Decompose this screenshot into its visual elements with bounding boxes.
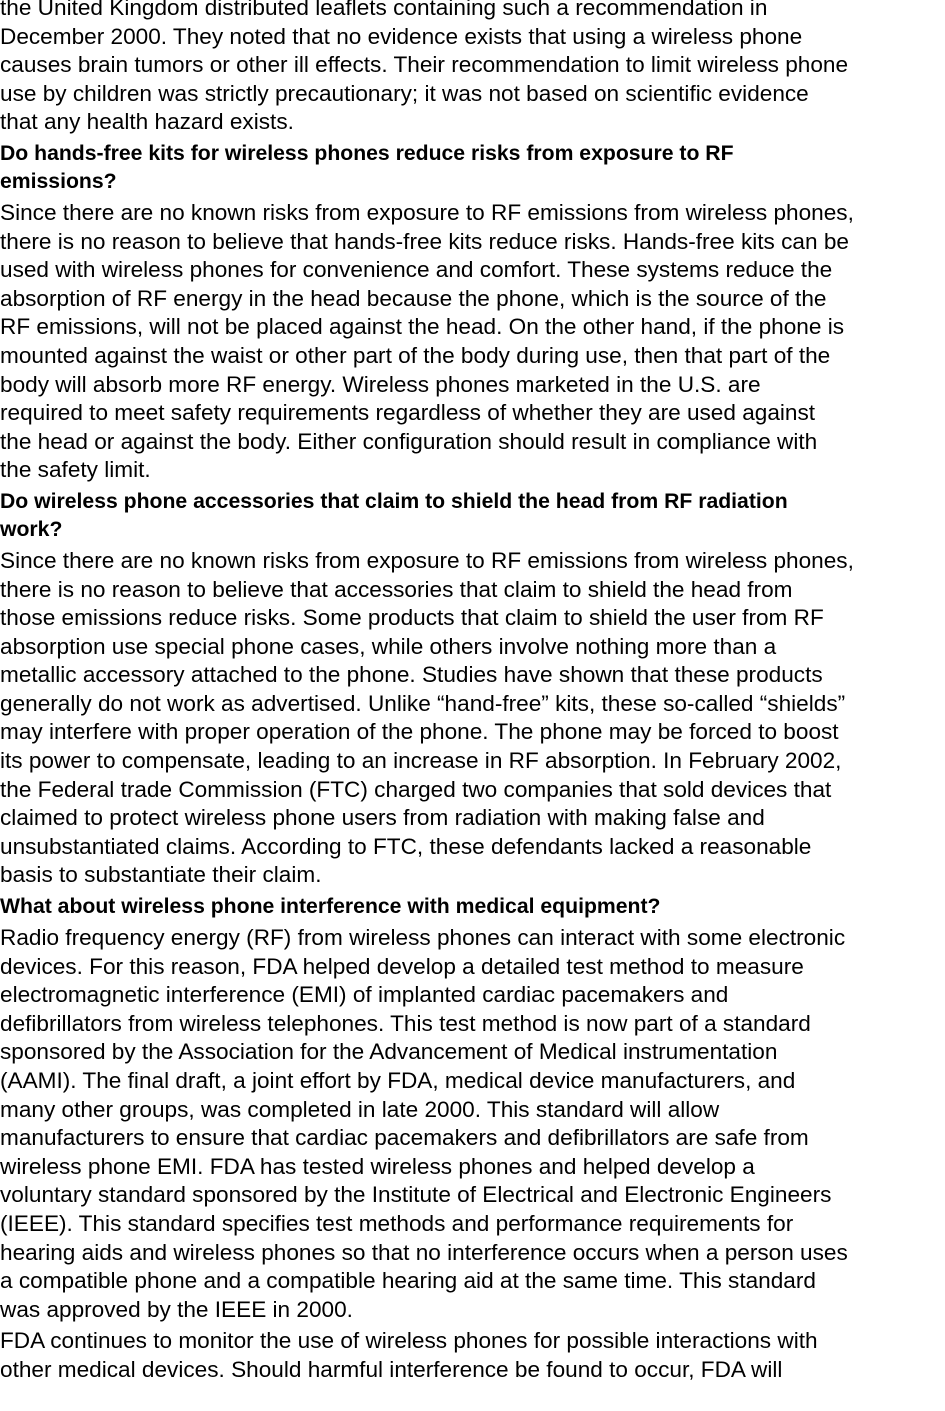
text-line: the head or against the body. Either configuration should result in compliance with <box>0 428 818 454</box>
text-line: Radio frequency energy (RF) from wireless phones can interact with some electronic <box>0 925 846 951</box>
text-line: devices. For this reason, FDA helped develop a detailed test method to measure <box>0 953 804 979</box>
text-line: basis to substantiate their claim. <box>0 862 322 888</box>
text-line: FDA continues to monitor the use of wireless phones for possible interactions with <box>0 1328 818 1354</box>
text-line: other medical devices. Should harmful interference be found to occur, FDA will <box>0 1356 783 1382</box>
text-line: was approved by the IEEE in 2000. <box>0 1296 353 1322</box>
heading-line: emissions? <box>0 169 117 193</box>
text-line: (IEEE). This standard specifies test methods and performance requirements for <box>0 1210 794 1236</box>
text-line: the Federal trade Commission (FTC) charged two companies that sold devices that <box>0 776 832 802</box>
heading-line: Do wireless phone accessories that claim to shield the head from RF radiation <box>0 489 788 513</box>
text-line: manufacturers to ensure that cardiac pacemakers and defibrillators are safe from <box>0 1125 809 1151</box>
text-line: many other groups, was completed in late 2000. This standard will allow <box>0 1096 720 1122</box>
text-line: claimed to protect wireless phone users from radiation with making false and <box>0 805 765 831</box>
text-line: defibrillators from wireless telephones. This test method is now part of a standard <box>0 1010 811 1036</box>
text-line: there is no reason to believe that hands-free kits reduce risks. Hands-free kits can be <box>0 228 849 254</box>
shield-heading <box>0 488 945 544</box>
text-line: absorption use special phone cases, while others involve nothing more than a <box>0 633 777 659</box>
text-line: required to meet safety requirements regardless of whether they are used against <box>0 400 816 426</box>
text-line: there is no reason to believe that accessories that claim to shield the head from <box>0 576 793 602</box>
text-line: sponsored by the Association for the Advancement of Medical instrumentation <box>0 1039 778 1065</box>
text-line: a compatible phone and a compatible hearing aid at the same time. This standard <box>0 1268 816 1294</box>
text-line: mounted against the waist or other part of the body during use, then that part of the <box>0 342 831 368</box>
heading-line: Do hands-free kits for wireless phones reduce risks from exposure to RF <box>0 141 734 165</box>
text-line: that any health hazard exists. <box>0 109 294 135</box>
text-line: generally do not work as advertised. Unlike “hand-free” kits, these so-called “shields” <box>0 690 846 716</box>
text-line: wireless phone EMI. FDA has tested wireless phones and helped develop a <box>0 1153 755 1179</box>
heading-line: What about wireless phone interference with medical equipment? <box>0 895 661 919</box>
handsfree-heading <box>0 140 945 196</box>
text-line: Since there are no known risks from exposure to RF emissions from wireless phones, <box>0 547 854 573</box>
text-line: causes brain tumors or other ill effects. Their recommendation to limit wireless phone <box>0 52 849 78</box>
text-line: use by children was strictly precautionary; it was not based on scientific evidence <box>0 80 809 106</box>
text-line: the safety limit. <box>0 457 151 483</box>
text-line: (AAMI). The final draft, a joint effort by FDA, medical device manufacturers, and <box>0 1068 796 1093</box>
text-line: Since there are no known risks from exposure to RF emissions from wireless phones, <box>0 199 854 225</box>
heading-line: work? <box>0 517 63 541</box>
text-line: voluntary standard sponsored by the Institute of Electrical and Electronic Engineers <box>0 1182 832 1208</box>
text-line: December 2000. They noted that no evidence exists that using a wireless phone <box>0 23 803 49</box>
text-line: its power to compensate, leading to an increase in RF absorption. In February 2002, <box>0 748 842 774</box>
text-line: used with wireless phones for convenience and comfort. These systems reduce the <box>0 257 833 283</box>
medical-paragraph-2 <box>0 1327 945 1384</box>
text-line: absorption of RF energy in the head because the phone, which is the source of the <box>0 285 827 311</box>
text-line: electromagnetic interference (EMI) of implanted cardiac pacemakers and <box>0 982 729 1008</box>
text-line: hearing aids and wireless phones so that no interference occurs when a person uses <box>0 1239 848 1265</box>
medical-heading <box>0 893 945 921</box>
shield-paragraph <box>0 547 945 890</box>
text-line: may interfere with proper operation of the phone. The phone may be forced to boost <box>0 719 839 745</box>
medical-paragraph <box>0 924 945 1324</box>
handsfree-paragraph <box>0 199 945 485</box>
text-line: the United Kingdom distributed leaflets containing such a recommendation in <box>0 0 768 20</box>
intro-paragraph <box>0 0 945 137</box>
text-line: RF emissions, will not be placed against the head. On the other hand, if the phone is <box>0 314 845 340</box>
text-line: unsubstantiated claims. According to FTC, these defendants lacked a reasonable <box>0 833 812 859</box>
text-line: those emissions reduce risks. Some products that claim to shield the user from RF <box>0 605 824 631</box>
text-line: body will absorb more RF energy. Wireless phones marketed in the U.S. are <box>0 371 761 397</box>
text-line: metallic accessory attached to the phone. Studies have shown that these products <box>0 662 823 688</box>
